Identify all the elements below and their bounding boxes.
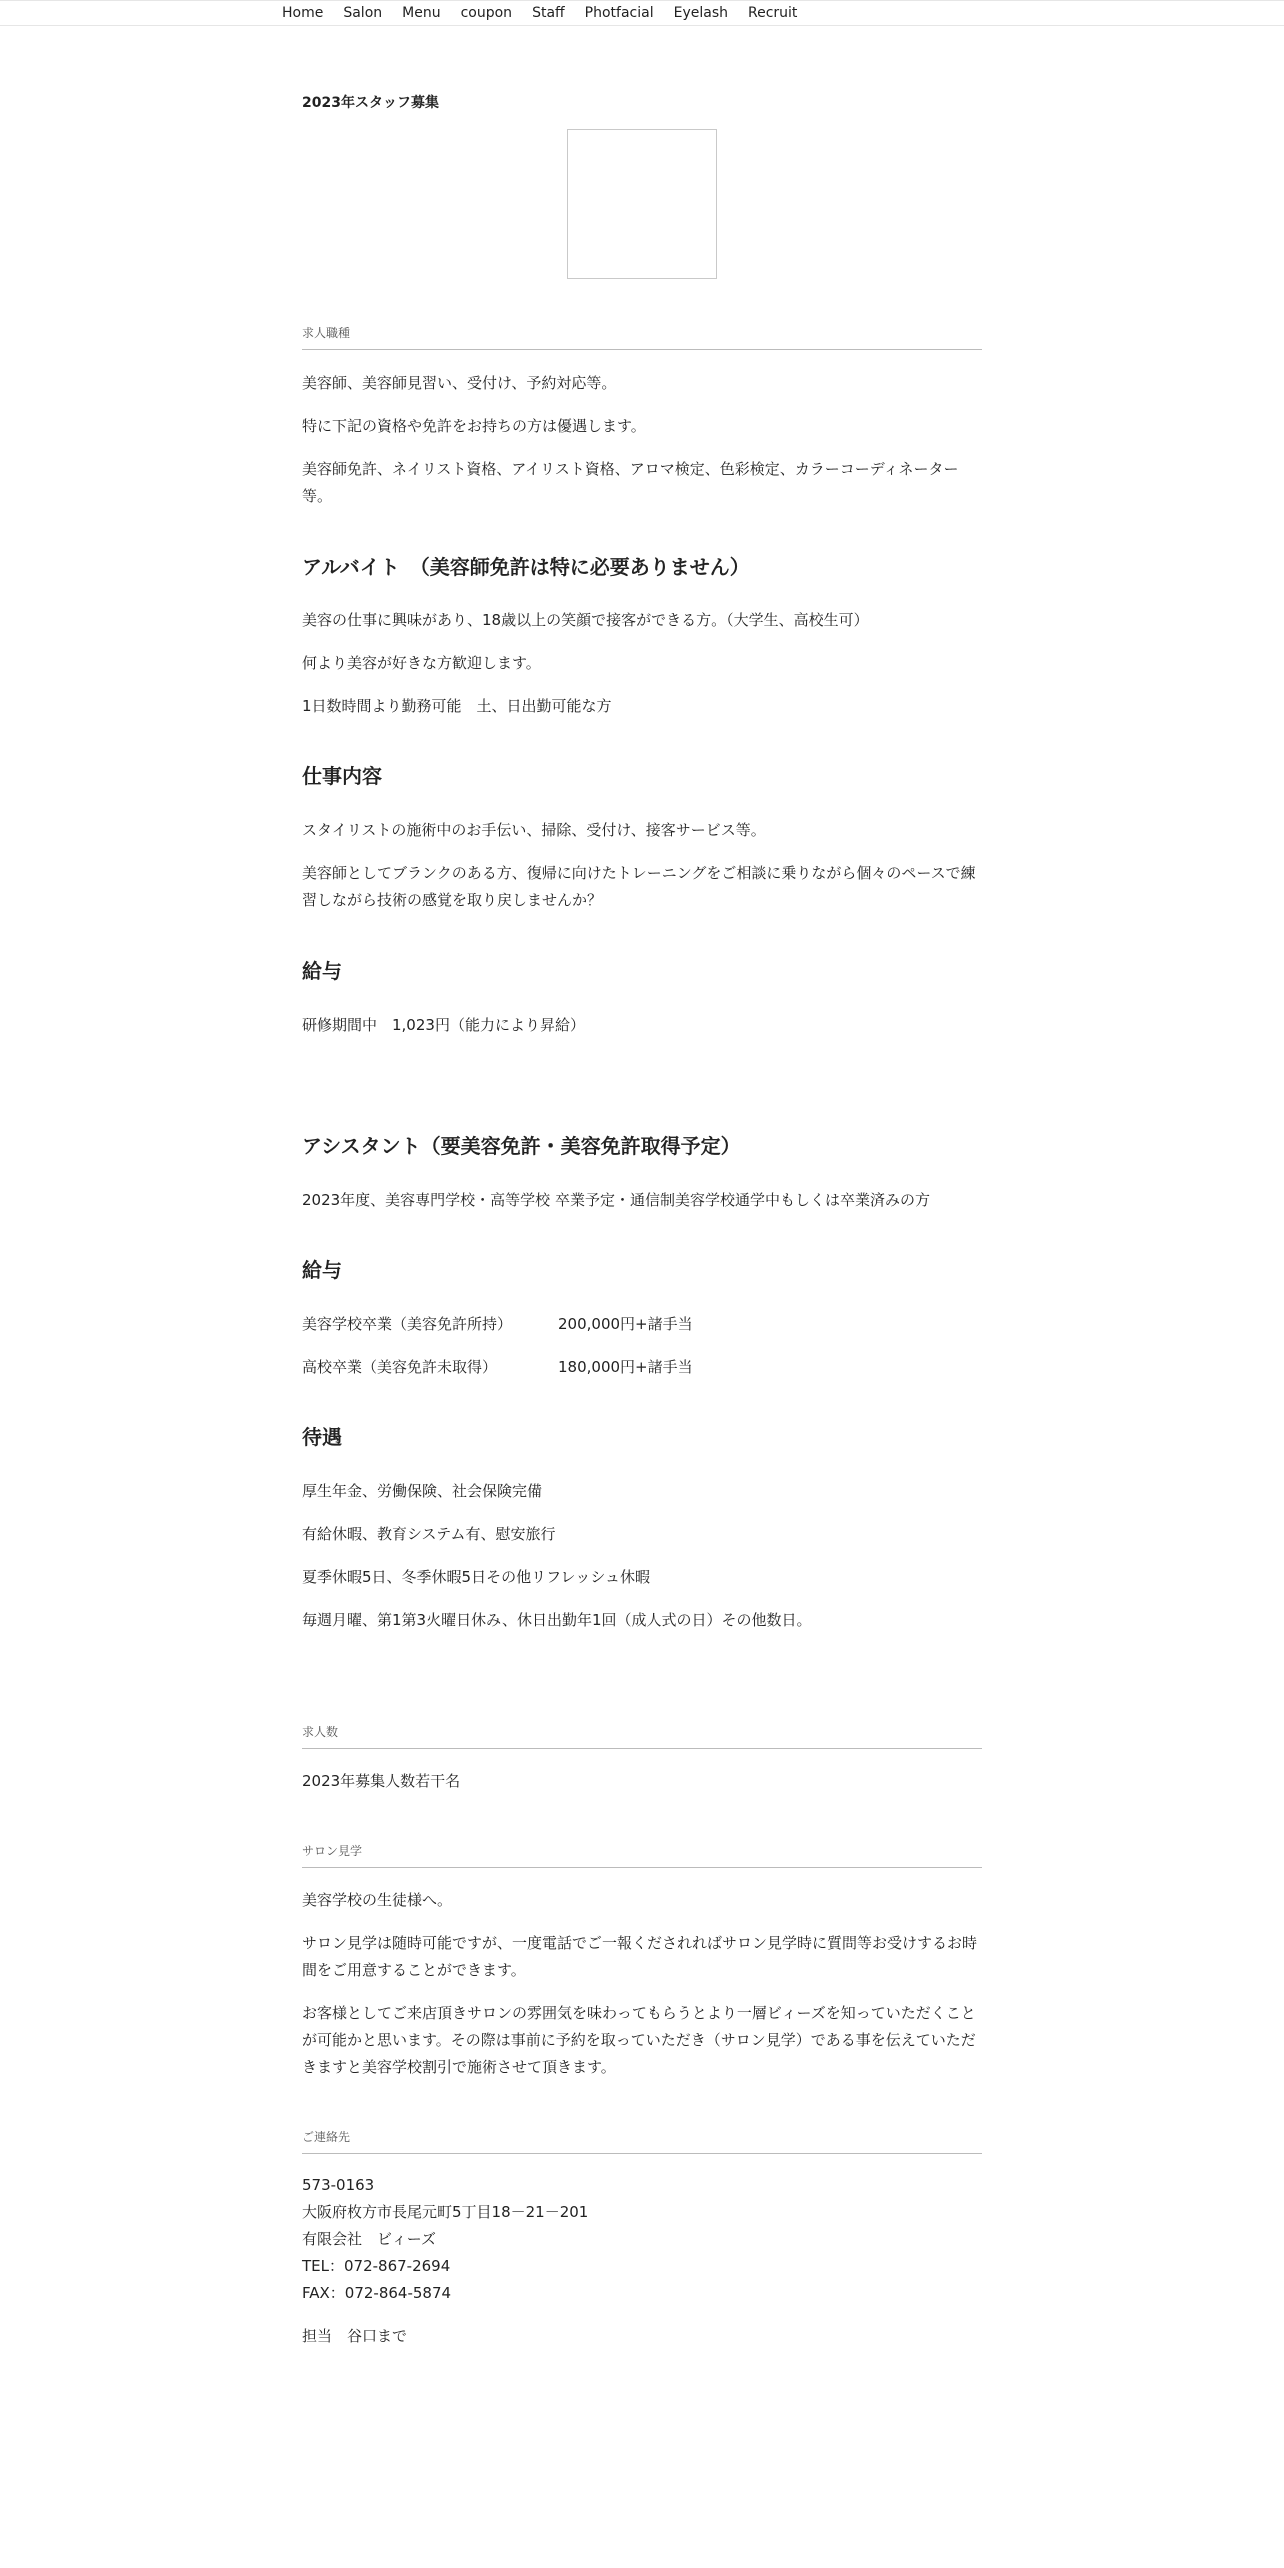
contact-fax: FAX：072-864-5874	[302, 2284, 452, 2302]
part-time-line-1: 美容の仕事に興味があり、18歳以上の笑顔で接客ができる方。（大学生、高校生可）	[302, 611, 869, 629]
benefits-line-1: 厚生年金、労働保険、社会保険完備	[302, 1482, 543, 1500]
benefits-line-4: 毎週月曜、第1第3火曜日休み、休日出勤年1回（成人式の日）その他数日。	[302, 1611, 812, 1629]
benefits-line-2: 有給休暇、教育システム有、慰安旅行	[302, 1525, 556, 1543]
contact-tel: TEL：072-867-2694	[302, 2257, 451, 2275]
nav-coupon[interactable]: coupon	[460, 5, 513, 21]
part-time-line-2: 何より美容が好きな方歓迎します。	[302, 654, 541, 672]
part-time-line-3: 1日数時間より勤務可能 土、日出勤可能な方	[302, 697, 612, 715]
heading-work: 仕事内容	[302, 764, 382, 788]
contact-person: 担当 谷口まで	[302, 2327, 408, 2345]
salary-row	[302, 1313, 693, 1334]
recruit-image-placeholder	[567, 129, 717, 279]
benefits-line-3: 夏季休暇5日、冬季休暇5日その他リフレッシュ休暇	[302, 1568, 651, 1586]
job-types-line-3: 美容師免許、ネイリスト資格、アイリスト資格、アロマ検定、色彩検定、カラーコーディネーター等。	[302, 460, 959, 505]
section-label-contact: ご連絡先	[302, 2128, 982, 2154]
work-line-1: スタイリストの施術中のお手伝い、掃除、受付け、接客サービス等。	[302, 821, 766, 839]
salon-visit-line-2: サロン見学は随時可能ですが、一度電話でご一報くだされればサロン見学時に質問等お受けするお時間をご用意することができます。	[302, 1934, 978, 1979]
job-types-line-2: 特に下記の資格や免許をお持ちの方は優遇します。	[302, 417, 646, 435]
section-label-job-types: 求人職種	[302, 324, 982, 350]
heading-assistant: アシスタント（要美容免許・美容免許取得予定）	[302, 1134, 741, 1158]
contact-address: 大阪府枚方市長尾元町5丁目18－21－201	[302, 2203, 589, 2221]
salary-row-value: 200,000円+諸手当	[558, 1315, 693, 1333]
salon-visit-line-1: 美容学校の生徒様へ。	[302, 1891, 453, 1909]
job-types-line-1: 美容師、美容師見習い、受付け、予約対応等。	[302, 374, 617, 392]
nav-eyelash[interactable]: Eyelash	[673, 5, 728, 21]
section-label-openings: 求人数	[302, 1723, 982, 1749]
heading-benefits: 待遇	[302, 1425, 342, 1449]
contact-postal: 573-0163	[302, 2176, 375, 2194]
nav-photfacial[interactable]: Photfacial	[584, 5, 654, 21]
nav-list	[282, 5, 817, 21]
salary-row-key: 高校卒業（美容免許未取得）	[302, 1358, 498, 1376]
nav-menu[interactable]: Menu	[402, 5, 441, 21]
heading-salary-1: 給与	[302, 959, 342, 983]
openings-line: 2023年募集人数若干名	[302, 1772, 461, 1790]
heading-part-time: アルバイト （美容師免許は特に必要ありません）	[302, 555, 750, 579]
nav-salon[interactable]: Salon	[343, 5, 383, 21]
salary-1-line: 研修期間中 1,023円（能力により昇給）	[302, 1016, 585, 1034]
contact-company: 有限会社 ビィーズ	[302, 2230, 436, 2248]
heading-salary-2: 給与	[302, 1258, 342, 1282]
salary-row-key: 美容学校卒業（美容免許所持）	[302, 1315, 513, 1333]
work-line-2: 美容師としてブランクのある方、復帰に向けたトレーニングをご相談に乗りながら個々のペースで練習しながら技術の感覚を取り戻しませんか？	[302, 864, 976, 909]
nav-home[interactable]: Home	[282, 5, 324, 21]
section-label-salon-visit: サロン見学	[302, 1842, 982, 1868]
salary-row	[302, 1356, 693, 1377]
assistant-line: 2023年度、美容専門学校・高等学校 卒業予定・通信制美容学校通学中もしくは卒業済みの方	[302, 1191, 930, 1209]
salon-visit-line-3: お客様としてご来店頂きサロンの雰囲気を味わってもらうとより一層ビィーズを知っていただくことが可能かと思います。その際は事前に予約を取っていただき（サロン見学）である事を伝えていただきますと美容学校割引で施術させて頂きます。	[302, 2004, 976, 2076]
salary-row-value: 180,000円+諸手当	[558, 1358, 693, 1376]
top-nav	[0, 0, 1284, 26]
nav-recruit[interactable]: Recruit	[748, 5, 798, 21]
page-title: 2023年スタッフ募集	[302, 95, 439, 111]
nav-staff[interactable]: Staff	[532, 5, 565, 21]
